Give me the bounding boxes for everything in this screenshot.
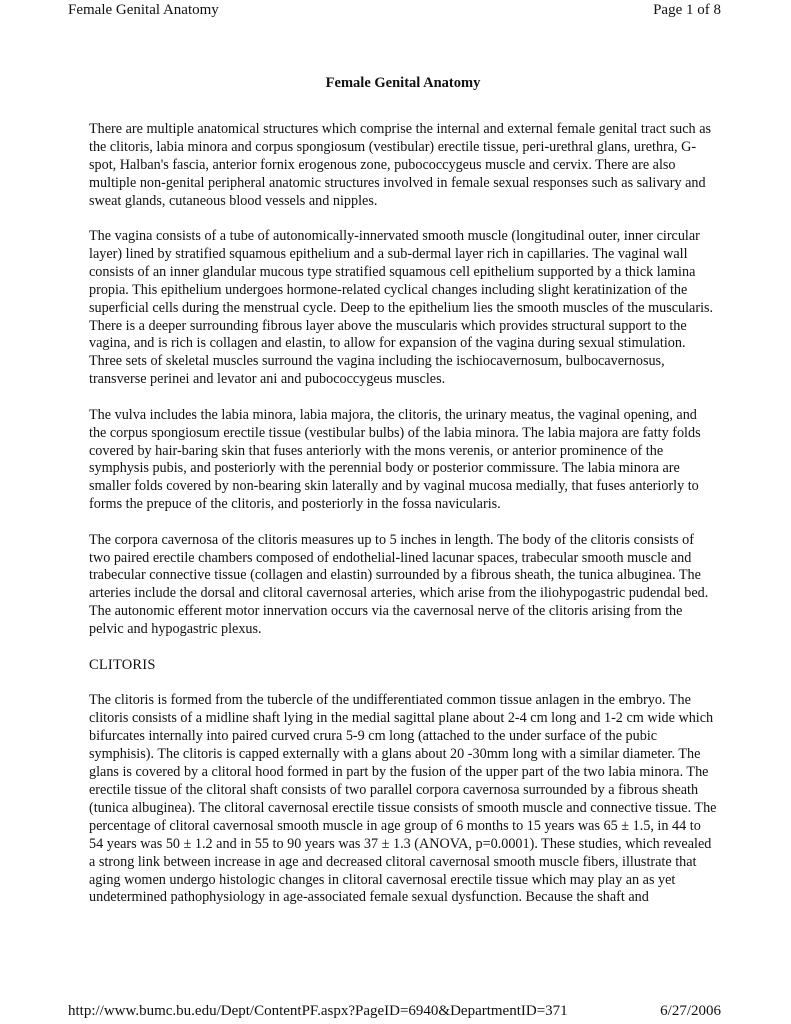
paragraph-vagina: The vagina consists of a tube of autonomically-innervated smooth muscle (longitudinal outer, inner circular layer) lined by stratified squamous epithelium and a sub-dermal layer rich in capillaries. The vaginal wall consists of an inner glandular mucous type stratified squamous cell epithelium supported by a thick lamina propia. This epithelium undergoes hormone-related cyclical changes including slight keratinization of the superficial cells during the menstrual cycle. Deep to the epithelium lies the smooth muscles of the muscularis. There is a deeper surrounding fibrous layer above the muscularis which provides structural support to the vagina, and is rich is collagen and elastin, to allow for expansion of the vagina during sexual stimulation. Three sets of skeletal muscles surround the vagina including the ischiocavernosum, bulbocavernosus, transverse perinei and levator ani and pubococcygeus muscles. [89, 228, 714, 388]
paragraph-intro: There are multiple anatomical structures which comprise the internal and external female genital tract such as the clitoris, labia minora and corpus spongiosum (vestibular) erectile tissue, peri-urethral glans, urethra, G-spot, Halban's fascia, anterior fornix erogenous zone, pubococcygeus muscle and cervix. There are also multiple non-genital peripheral anatomic structures involved in female sexual responses such as salivary and sweat glands, cutaneous blood vessels and nipples. [89, 121, 712, 209]
page-number: Page 1 of 8 [653, 2, 721, 18]
document-body [89, 74, 717, 925]
document-title: Female Genital Anatomy [325, 75, 481, 91]
running-header-title: Female Genital Anatomy [68, 2, 219, 18]
footer-date: 6/27/2006 [660, 1003, 721, 1019]
footer-url: http://www.bumc.bu.edu/Dept/ContentPF.aspx?PageID=6940&DepartmentID=371 [68, 1003, 568, 1019]
section-heading-clitoris: CLITORIS [89, 657, 156, 674]
paragraph-corpora-cavernosa: The corpora cavernosa of the clitoris measures up to 5 inches in length. The body of the clitoris consists of two paired erectile chambers composed of endothelial-lined lacunar spaces, trabecular smooth muscle and trabecular connective tissue (collagen and elastin) surrounded by a fibrous sheath, the tunica albuginea. The arteries include the dorsal and clitoral cavernosal arteries, which arise from the iliohypogastric pudendal bed. The autonomic efferent motor innervation occurs via the cavernosal nerve of the clitoris arising from the pelvic and hypogastric plexus. [89, 531, 709, 638]
paragraph-vulva: The vulva includes the labia minora, labia majora, the clitoris, the urinary meatus, the vaginal opening, and the corpus spongiosum erectile tissue (vestibular bulbs) of the labia minora. The labia majora are fatty folds covered by hair-baring skin that fuses anteriorly with the mons verenis, or anterior prominence of the symphysis pubis, and posteriorly with the perennial body or posterior commissure. The labia minora are smaller folds covered by non-bearing skin laterally and by vaginal mucosa medially, that fuses anteriorly to forms the prepuce of the clitoris, and posteriorly in the fossa navicularis. [89, 406, 701, 513]
paragraph-clitoris: The clitoris is formed from the tubercle of the undifferentiated common tissue anlagen in the embryo. The clitoris consists of a midline shaft lying in the medial sagittal plane about 2-4 cm long and 1-2 cm wide which bifurcates internally into paired curved crura 5-9 cm long (attached to the under surface of the pubic symphisis). The clitoris is capped externally with a glans about 20 -30mm long with a similar diameter. The glans is covered by a clitoral hood formed in part by the fusion of the upper part of the two labia minora. The erectile tissue of the clitoral shaft consists of two parallel corpora cavernosa surrounded by a fibrous sheath (tunica albuginea). The clitoral cavernosal erectile tissue consists of smooth muscle and connective tissue. The percentage of clitoral cavernosal smooth muscle in age group of 6 months to 15 years was 65 ± 1.5, in 44 to 54 years was 50 ± 1.2 and in 55 to 90 years was 37 ± 1.3 (ANOVA, p=0.0001). These studies, which revealed a strong link between increase in age and decreased clitoral cavernosal smooth muscle fibers, illustrate that aging women undergo histologic changes in clitoral cavernosal erectile tissue which may play an as yet undetermined pathophysiology in age-associated female sexual dysfunction. Because the shaft and [89, 692, 717, 906]
